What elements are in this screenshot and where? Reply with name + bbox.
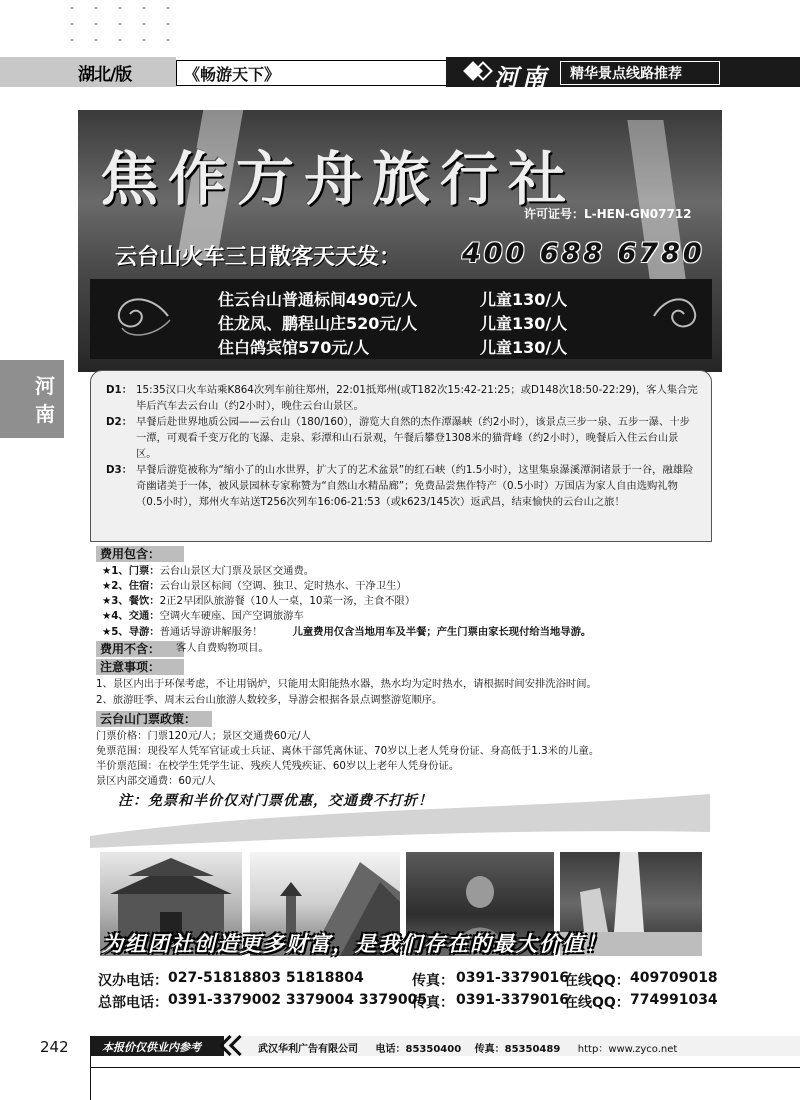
edition-label: 湖北/版 (78, 65, 132, 85)
itinerary-day: D3： 早餐后游览被称为“缩小了的山水世界，扩大了的艺术盆景”的红石峡（约1.5小时），这里集泉瀑溪潭洞诸景于一谷，融雄险奇幽诸美于一体，被风景园林专家称赞为“自然山水精品廊”；免费品尝焦作特产（0.5小时）万国店为家人自由选购礼物（0.5小时），郑州火车站送T256次列车16:06-21:53（或k623/145次）返武昌，结束愉快的云台山之旅！ (106, 464, 694, 508)
agency-name: 焦作方舟旅行社 (100, 145, 577, 213)
contact-qq-label: 在线QQ： (564, 995, 630, 1011)
fee-excluded-title: 费用不含： (96, 641, 184, 657)
decorative-dot-grid (60, 0, 170, 50)
fee-item: ★5、导游：普通话导游讲解服务！ 儿童费用仅含当地用车及半餐；产生门票由家长现付给当地导游。 (102, 626, 592, 638)
fee-excluded-text: 客人自费购物项目。 (176, 642, 269, 654)
swirl-ornament-icon (108, 286, 178, 346)
ticket-line: 景区内部交通费：60元/人 (96, 775, 216, 787)
fee-item: ★4、交通：空调火车硬座、国产空调旅游车 (102, 610, 304, 622)
itinerary-day: D1： 15:35汉口火车站乘K864次列车前往郑州，22:01抵郑州(或T182次15:42-21:25；或D148次18:50-22:29)，客人集合完毕后汽车去云台山（约2小时），晚住云台山景区。 (106, 384, 698, 412)
contact-qq: 774991034 (630, 992, 718, 1008)
fee-item: ★1、门票：云台山景区大门票及景区交通费。 (102, 565, 315, 577)
hotline-number: 400 688 6780 (462, 238, 705, 269)
price-row: 住云台山普通标间490元/人 儿童130/人 (218, 290, 568, 309)
website-link[interactable]: http：www.zyco.net (577, 1044, 678, 1055)
swirl-ornament-icon (648, 286, 704, 346)
contact-fax-label: 传真： (412, 995, 454, 1011)
fee-included-title: 费用包含： (96, 546, 184, 562)
notice-item: 2、旅游旺季、周末云台山旅游人数较多，导游会根据各景点调整游览顺序。 (96, 694, 443, 706)
slogan: 为组团社创造更多财富，是我们存在的最大价值！ (102, 931, 608, 956)
contact-qq-label: 在线QQ： (564, 973, 630, 989)
column-title: 《畅游天下》 (184, 65, 281, 84)
notice-title: 注意事项： (96, 659, 184, 675)
handwritten-note: 注：免票和半价仅对门票优惠，交通费不打折！ (118, 793, 433, 809)
ticket-line: 免票范围：现役军人凭军官证或士兵证、离休干部凭离休证、70岁以上老人凭身份证、身高低于1.3米的儿童。 (96, 745, 600, 757)
contact-phone: 0391-3379002 3379004 3379005 (168, 992, 428, 1008)
contact-fax: 0391-3379016 (456, 970, 569, 986)
license-number: 许可证号：L-HEN-GN07712 (524, 207, 692, 221)
fee-item: ★2、住宿：云台山景区标间（空调、独卫、定时热水、干净卫生） (102, 580, 407, 592)
contact-qq: 409709018 (630, 970, 718, 986)
footer-publisher-info: 武汉华利广告有限公司 电话：85350400 传真：85350489 http：www.zyco.net (258, 1044, 678, 1055)
side-tab-label: 河南 (35, 374, 55, 426)
notice-item: 1、景区内出于环保考虑，不让用锅炉，只能用太阳能热水器，热水均为定时热水，请根据时间安排洗浴时间。 (96, 678, 597, 690)
ticket-line: 门票价格：门票120元/人；景区交通费60元/人 (96, 730, 311, 742)
divider-line (90, 1067, 800, 1068)
contact-label: 总部电话： (98, 995, 168, 1011)
contact-label: 汉办电话： (98, 973, 168, 989)
divider-line (90, 1056, 91, 1100)
page-number: 242 (40, 1038, 69, 1056)
contact-fax-label: 传真： (412, 973, 454, 989)
itinerary-day: D2： 早餐后赴世界地质公园——云台山（180/160），游览大自然的杰作潭瀑峡（约2小时），该景点三步一泉、五步一瀑、十步一潭，可观看千变万化的飞瀑、走泉、彩潭和山石景观，午餐后攀登1308米的猫背峰（约2小时），晚餐后入住云台山景区。 (106, 416, 690, 460)
tagline: 精华景点线路推荐 (570, 66, 682, 82)
province-title: 河南 (494, 63, 550, 92)
ticket-policy-title: 云台山门票政策： (96, 711, 212, 727)
contact-phone: 027-51818803 51818804 (168, 970, 364, 986)
fee-item: ★3、餐饮：2正2早团队旅游餐（10人一桌，10菜一汤，主食不限） (102, 595, 416, 607)
price-row: 住龙凤、鹏程山庄520元/人 儿童130/人 (218, 314, 568, 333)
ticket-line: 半价票范围：在校学生凭学生证、残疾人凭残疾证、60岁以上老年人凭身份证。 (96, 760, 460, 772)
price-row: 住白鸽宾馆570元/人 儿童130/人 (218, 338, 568, 357)
footer-note: 本报价仅供业内参考 (102, 1041, 201, 1054)
contact-fax: 0391-3379016 (456, 992, 569, 1008)
hotline-label: 云台山火车三日散客天天发： (115, 245, 402, 270)
